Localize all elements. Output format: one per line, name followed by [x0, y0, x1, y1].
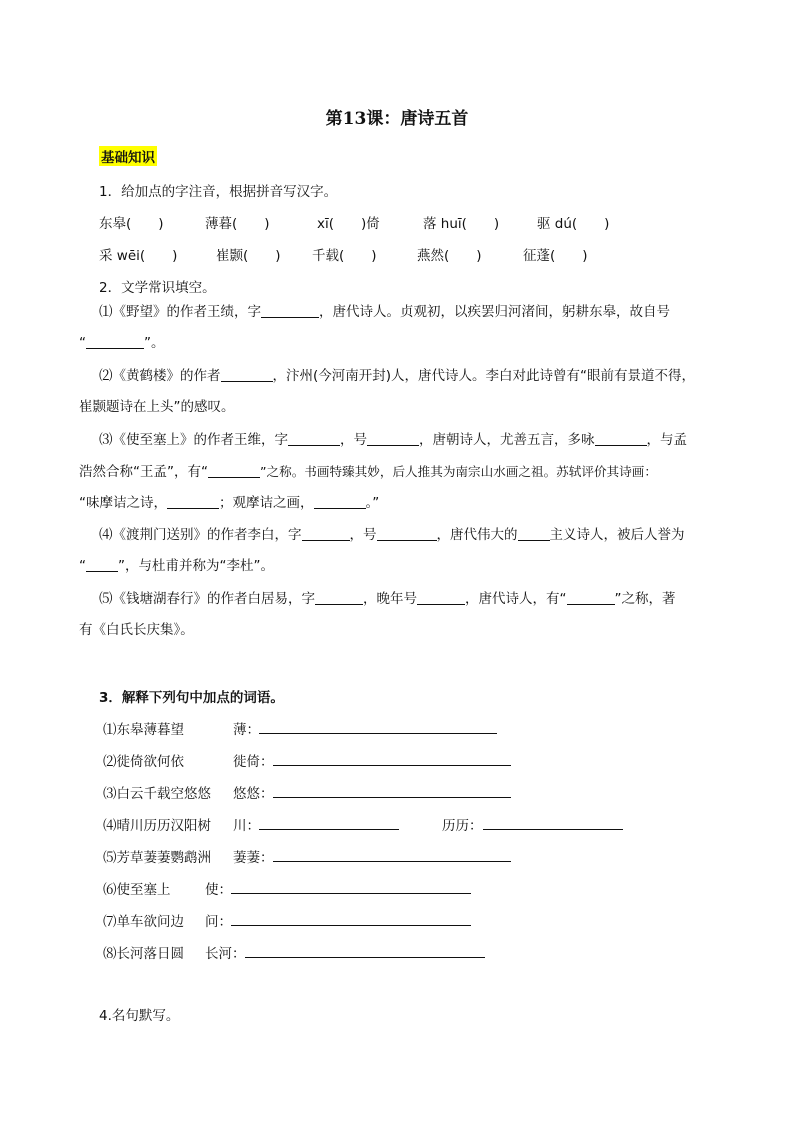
blank[interactable]: [221, 366, 273, 382]
q1-item: 征蓬( ): [523, 248, 588, 264]
q3-heading: 3．解释下列句中加点的词语。: [99, 690, 284, 706]
q1-item: 采 wēi( ): [99, 248, 178, 264]
blank[interactable]: [377, 525, 437, 541]
q2-item-1: ⑴《野望》的作者王绩，字 ，唐代诗人。贞观初，以疾罢归河渚间，躬耕东皋，故自号 “ ”。: [79, 304, 670, 351]
answer-line[interactable]: [273, 764, 511, 766]
q1-item: xī( )倚: [317, 216, 380, 232]
q1-item: 东皋( ): [99, 216, 164, 232]
blank[interactable]: [567, 589, 615, 605]
q1-item: 千载( ): [312, 248, 377, 264]
blank[interactable]: [208, 462, 260, 478]
section-badge: 基础知识: [99, 146, 157, 166]
answer-line[interactable]: [273, 796, 511, 798]
blank[interactable]: [314, 493, 366, 509]
q1-heading: 1．给加点的字注音，根据拼音写汉字。: [99, 184, 338, 200]
q2-item-3: ⑶《使至塞上》的作者王维，字 ，号 ，唐朝诗人，尤善五言，多咏 ，与孟 浩然合称“王孟”，有“ ”之称。书画特臻其妙，后人推其为南宗山水画之祖。苏轼评价其诗画： “味摩诘之诗， ；观摩诘之画， 。”: [79, 432, 687, 511]
blank[interactable]: [417, 589, 465, 605]
answer-line[interactable]: [245, 956, 485, 958]
blank[interactable]: [86, 333, 144, 349]
q1-item: 燕然( ): [417, 248, 482, 264]
q2-item-5: ⑸《钱塘湖春行》的作者白居易，字 ，晚年号 ，唐代诗人，有“ ”之称，著 有《白氏长庆集》。: [79, 591, 676, 638]
blank[interactable]: [261, 302, 319, 318]
answer-line[interactable]: [231, 924, 471, 926]
worksheet-page: 第13课：唐诗五首 基础知识 1．给加点的字注音，根据拼音写汉字。 东皋( ) 薄暮( ) xī( )倚 落 huī( ) 驱 dú( ) 采 wēi( ) 崔颢( ) 千载( ) 燕然( ) 征蓬( ) 2．文学常识填空。 ⑴《野望》的作者王绩，字 ，唐代诗人。贞观初，以疾罢归河渚间，躬耕东皋，故自号 “ ”。 ⑵《黄鹤楼》的作者 ，汴州(今河南开封)人，唐代诗人。李白对此诗曾有“眼前有景道不得， 崔颢题诗在上头”的感叹。 ⑶《使至塞上》的作者王维，字 ，号 ，唐朝诗人，尤善五言，多咏 ，与孟 浩然合称“王孟”，有“ ”之称。书画特臻其妙，后人推其为南宗山水画之祖。苏轼评价其诗画： “味摩诘之诗， ；观摩诘之画， 。” ⑷《渡荆门送别》的作者李白，字 ，号 ，唐代伟大的 主义诗人，被后人誉为 “ ”，与杜甫并称为“李杜”。 ⑸《钱塘湖春行》的作者白居易，字 ，晚年号 ，唐代诗人，有“ ”之称，著 有《白氏长庆集》。 3．解释下列句中加点的词语。 ⑴东皋薄暮望 薄： ⑵徙倚欲何依 徙倚： ⑶白云千载空悠悠 悠悠： ⑷晴川历历汉阳树 川： 历历： ⑸芳草萋萋鹦鹉洲 萋萋： ⑹使至塞上 使： ⑺单车欲问边 问： ⑻长河落日圆 长河： 4.名句默写。: [0, 0, 794, 1123]
q4-heading: 4.名句默写。: [99, 1008, 180, 1024]
blank[interactable]: [595, 430, 647, 446]
q1-item: 薄暮( ): [205, 216, 270, 232]
q1-item: 驱 dú( ): [537, 216, 610, 232]
q2-heading: 2．文学常识填空。: [99, 280, 216, 296]
q2-item-2: ⑵《黄鹤楼》的作者 ，汴州(今河南开封)人，唐代诗人。李白对此诗曾有“眼前有景道不得， 崔颢题诗在上头”的感叹。: [79, 368, 696, 415]
answer-line[interactable]: [259, 828, 399, 830]
blank[interactable]: [288, 430, 340, 446]
blank[interactable]: [302, 525, 350, 541]
blank[interactable]: [518, 525, 550, 541]
q1-item: 落 huī( ): [423, 216, 500, 232]
blank[interactable]: [367, 430, 419, 446]
blank[interactable]: [315, 589, 363, 605]
answer-line[interactable]: [231, 892, 471, 894]
page-title: 第13课：唐诗五首: [325, 109, 469, 129]
q1-item: 崔颢( ): [216, 248, 281, 264]
q2-item-4: ⑷《渡荆门送别》的作者李白，字 ，号 ，唐代伟大的 主义诗人，被后人誉为 “ ”，与杜甫并称为“李杜”。: [79, 527, 685, 574]
answer-line[interactable]: [273, 860, 511, 862]
blank[interactable]: [86, 556, 118, 572]
blank[interactable]: [167, 493, 219, 509]
answer-line[interactable]: [259, 732, 497, 734]
answer-line[interactable]: [483, 828, 623, 830]
